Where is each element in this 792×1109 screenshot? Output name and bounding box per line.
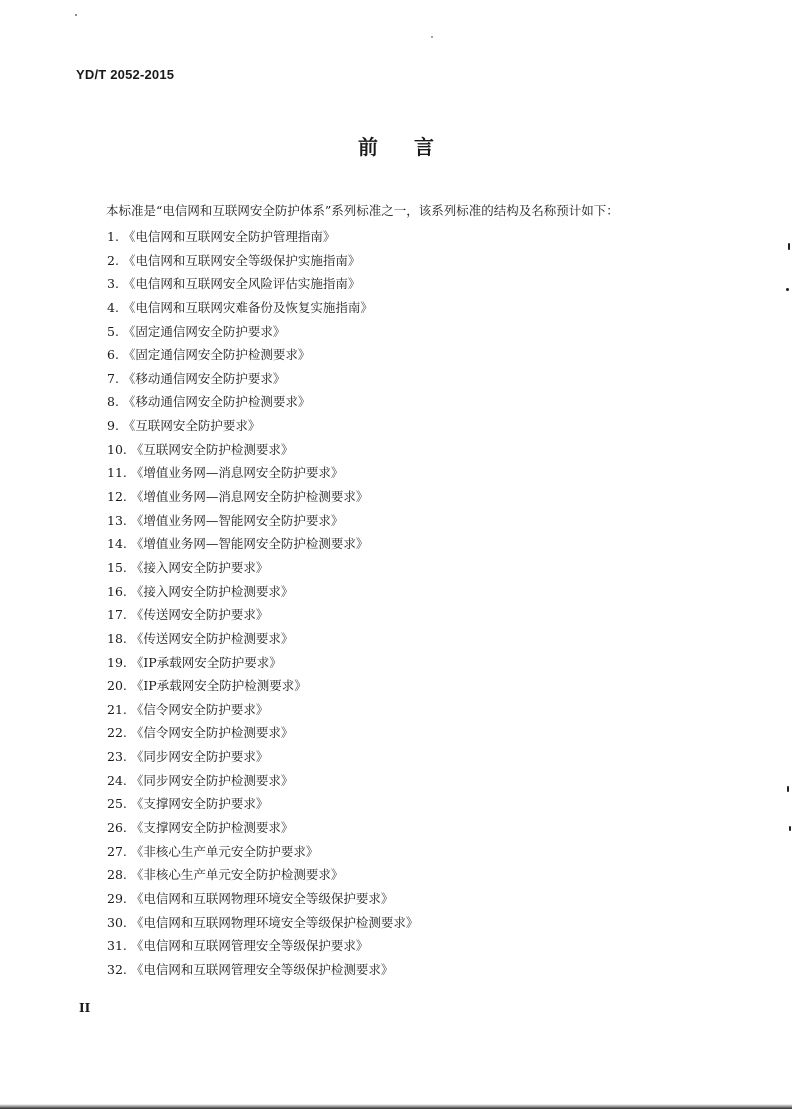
scan-mark (788, 243, 790, 250)
list-item: 22. 《信令网安全防护检测要求》 (107, 725, 294, 741)
list-item: 21. 《信令网安全防护要求》 (107, 701, 269, 717)
list-item: 28. 《非核心生产单元安全防护检测要求》 (107, 867, 344, 883)
list-item: 11. 《增值业务网—消息网安全防护要求》 (107, 465, 344, 481)
list-item: 14. 《增值业务网—智能网安全防护检测要求》 (107, 536, 369, 552)
list-item: 17. 《传送网安全防护要求》 (107, 607, 269, 623)
list-item: 8. 《移动通信网安全防护检测要求》 (107, 394, 311, 410)
list-item: 27. 《非核心生产单元安全防护要求》 (107, 843, 319, 859)
list-item: 2. 《电信网和互联网安全等级保护实施指南》 (107, 252, 361, 268)
scan-mark (789, 826, 791, 831)
list-item: 23. 《同步网安全防护要求》 (107, 749, 269, 765)
list-item: 31. 《电信网和互联网管理安全等级保护要求》 (107, 938, 369, 954)
scan-speck (431, 36, 433, 38)
scan-speck (75, 14, 77, 16)
list-item: 30. 《电信网和互联网物理环境安全等级保护检测要求》 (107, 914, 419, 930)
scan-edge (0, 1104, 792, 1109)
list-item: 6. 《固定通信网安全防护检测要求》 (107, 347, 311, 363)
list-item: 24. 《同步网安全防护检测要求》 (107, 772, 294, 788)
list-item: 29. 《电信网和互联网物理环境安全等级保护要求》 (107, 890, 394, 906)
list-item: 9. 《互联网安全防护要求》 (107, 418, 261, 434)
standards-list (107, 225, 418, 982)
list-item: 26. 《支撑网安全防护检测要求》 (107, 820, 294, 836)
list-item: 32. 《电信网和互联网管理安全等级保护检测要求》 (107, 961, 394, 977)
list-item: 13. 《增值业务网—智能网安全防护要求》 (107, 512, 344, 528)
page-title: 前言 (358, 135, 470, 159)
list-item: 16. 《接入网安全防护检测要求》 (107, 583, 294, 599)
list-item: 12. 《增值业务网—消息网安全防护检测要求》 (107, 489, 369, 505)
list-item: 15. 《接入网安全防护要求》 (107, 559, 269, 575)
document-code: YD/T 2052-2015 (76, 67, 175, 82)
list-item: 5. 《固定通信网安全防护要求》 (107, 323, 286, 339)
scan-mark (787, 786, 789, 792)
list-item: 25. 《支撑网安全防护要求》 (107, 796, 269, 812)
list-item: 10. 《互联网安全防护检测要求》 (107, 441, 294, 457)
scan-mark (786, 288, 789, 291)
intro-paragraph: 本标准是“电信网和互联网安全防护体系”系列标准之一，该系列标准的结构及名称预计如下： (106, 203, 619, 218)
list-item: 1. 《电信网和互联网安全防护管理指南》 (107, 229, 336, 244)
list-item: 19. 《IP承载网安全防护要求》 (107, 654, 282, 670)
list-item: 4. 《电信网和互联网灾难备份及恢复实施指南》 (107, 299, 373, 315)
list-item: 20. 《IP承载网安全防护检测要求》 (107, 678, 307, 694)
page-number: II (79, 1001, 91, 1015)
list-item: 3. 《电信网和互联网安全风险评估实施指南》 (107, 276, 361, 292)
list-item: 7. 《移动通信网安全防护要求》 (107, 370, 286, 386)
list-item: 18. 《传送网安全防护检测要求》 (107, 630, 294, 646)
